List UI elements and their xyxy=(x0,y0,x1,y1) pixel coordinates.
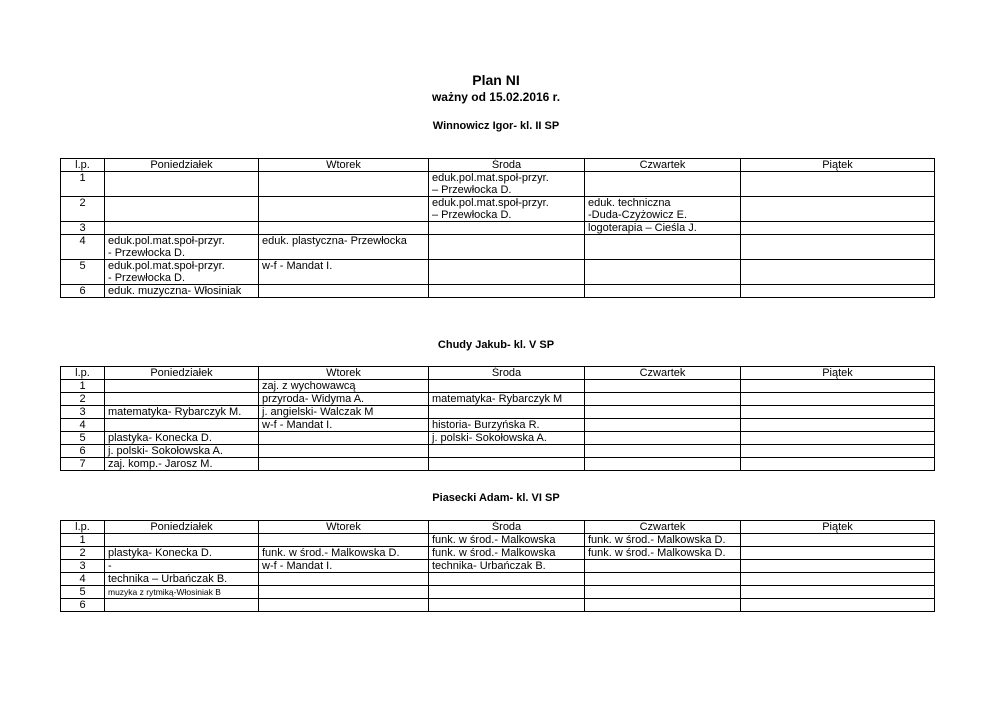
lesson-cell xyxy=(741,458,935,471)
lesson-cell xyxy=(585,260,741,285)
lesson-cell xyxy=(741,599,935,612)
column-header: Poniedziałek xyxy=(105,521,259,534)
lesson-cell xyxy=(741,197,935,222)
lesson-cell xyxy=(105,222,259,235)
lesson-cell xyxy=(259,222,429,235)
lesson-cell: eduk.pol.mat.społ-przyr. – Przewłocka D. xyxy=(429,172,585,197)
lesson-cell xyxy=(741,393,935,406)
lesson-cell: logoterapia – Cieśla J. xyxy=(585,222,741,235)
table-row xyxy=(61,172,935,197)
lesson-cell xyxy=(585,586,741,599)
lesson-cell xyxy=(741,432,935,445)
lesson-cell xyxy=(741,285,935,298)
lesson-cell xyxy=(105,393,259,406)
lesson-cell: muzyka z rytmiką-Włosiniak B xyxy=(105,586,259,599)
lesson-cell: j. polski- Sokołowska A. xyxy=(105,445,259,458)
lesson-cell xyxy=(585,599,741,612)
section-title: Chudy Jakub- kl. V SP xyxy=(437,339,555,351)
lesson-cell xyxy=(741,380,935,393)
lesson-cell: technika- Urbańczak B. xyxy=(429,560,585,573)
lesson-cell: eduk.pol.mat.społ-przyr. – Przewłocka D. xyxy=(429,197,585,222)
column-header: l.p. xyxy=(61,367,105,380)
lesson-cell: j. angielski- Walczak M xyxy=(259,406,429,419)
row-number: 3 xyxy=(61,406,105,419)
table-row xyxy=(61,547,935,560)
lesson-cell: historia- Burzyńska R. xyxy=(429,419,585,432)
lesson-cell xyxy=(741,534,935,547)
column-header: Wtorek xyxy=(259,159,429,172)
lesson-cell xyxy=(429,235,585,260)
lesson-cell: eduk. muzyczna- Włosiniak xyxy=(105,285,259,298)
table-header-row xyxy=(61,367,935,380)
lesson-cell: j. polski- Sokołowska A. xyxy=(429,432,585,445)
lesson-cell: w-f - Mandat I. xyxy=(259,260,429,285)
lesson-cell xyxy=(429,260,585,285)
lesson-cell xyxy=(741,419,935,432)
lesson-cell xyxy=(259,458,429,471)
column-header: Wtorek xyxy=(259,367,429,380)
table-row xyxy=(61,260,935,285)
column-header: Środa xyxy=(429,521,585,534)
lesson-cell: plastyka- Konecka D. xyxy=(105,547,259,560)
lesson-cell xyxy=(585,235,741,260)
lesson-cell: przyroda- Widyma A. xyxy=(259,393,429,406)
column-header: l.p. xyxy=(61,159,105,172)
lesson-cell: eduk. plastyczna- Przewłocka xyxy=(259,235,429,260)
lesson-cell: w-f - Mandat I. xyxy=(259,419,429,432)
lesson-cell xyxy=(105,197,259,222)
column-header: l.p. xyxy=(61,521,105,534)
row-number: 6 xyxy=(61,445,105,458)
table-header-row xyxy=(61,159,935,172)
section-title: Winnowicz Igor- kl. II SP xyxy=(432,120,560,132)
row-number: 4 xyxy=(61,235,105,260)
table-row xyxy=(61,235,935,260)
column-header: Wtorek xyxy=(259,521,429,534)
lesson-cell: funk. w środ.- Malkowska D. xyxy=(585,534,741,547)
lesson-cell: eduk.pol.mat.społ-przyr. - Przewłocka D. xyxy=(105,260,259,285)
lesson-cell xyxy=(259,534,429,547)
column-header: Środa xyxy=(429,367,585,380)
table-row xyxy=(61,432,935,445)
lesson-cell xyxy=(429,285,585,298)
row-number: 3 xyxy=(61,222,105,235)
row-number: 3 xyxy=(61,560,105,573)
table-row xyxy=(61,458,935,471)
lesson-cell: funk. w środ.- Malkowska D. xyxy=(259,547,429,560)
lesson-cell xyxy=(585,458,741,471)
table-row xyxy=(61,393,935,406)
lesson-cell: - xyxy=(105,560,259,573)
lesson-cell: funk. w środ.- Malkowska xyxy=(429,547,585,560)
lesson-cell xyxy=(105,419,259,432)
lesson-cell xyxy=(429,599,585,612)
row-number: 5 xyxy=(61,432,105,445)
lesson-cell: plastyka- Konecka D. xyxy=(105,432,259,445)
lesson-cell xyxy=(429,445,585,458)
lesson-cell xyxy=(585,445,741,458)
lesson-cell: zaj. komp.- Jarosz M. xyxy=(105,458,259,471)
lesson-cell xyxy=(259,445,429,458)
table-row xyxy=(61,599,935,612)
section-title: Piasecki Adam- kl. VI SP xyxy=(432,492,560,504)
row-number: 5 xyxy=(61,260,105,285)
table-row xyxy=(61,534,935,547)
row-number: 1 xyxy=(61,380,105,393)
lesson-cell xyxy=(741,560,935,573)
lesson-cell xyxy=(585,406,741,419)
lesson-cell xyxy=(429,586,585,599)
table-row xyxy=(61,222,935,235)
lesson-cell xyxy=(429,458,585,471)
column-header: Poniedziałek xyxy=(105,159,259,172)
column-header: Czwartek xyxy=(585,159,741,172)
table-row xyxy=(61,419,935,432)
lesson-cell: eduk. techniczna -Duda-Czyżowicz E. xyxy=(585,197,741,222)
row-number: 6 xyxy=(61,599,105,612)
lesson-cell xyxy=(585,172,741,197)
column-header: Piątek xyxy=(741,521,935,534)
lesson-cell: eduk.pol.mat.społ-przyr. - Przewłocka D. xyxy=(105,235,259,260)
lesson-cell: matematyka- Rybarczyk M xyxy=(429,393,585,406)
row-number: 2 xyxy=(61,197,105,222)
table-row xyxy=(61,197,935,222)
row-number: 6 xyxy=(61,285,105,298)
column-header: Piątek xyxy=(741,159,935,172)
row-number: 2 xyxy=(61,393,105,406)
column-header: Piątek xyxy=(741,367,935,380)
column-header: Środa xyxy=(429,159,585,172)
lesson-cell xyxy=(585,560,741,573)
lesson-cell xyxy=(259,197,429,222)
schedule-table xyxy=(60,366,935,471)
row-number: 4 xyxy=(61,419,105,432)
lesson-cell xyxy=(741,547,935,560)
row-number: 7 xyxy=(61,458,105,471)
column-header: Poniedziałek xyxy=(105,367,259,380)
table-row xyxy=(61,380,935,393)
lesson-cell xyxy=(259,599,429,612)
lesson-cell: w-f - Mandat I. xyxy=(259,560,429,573)
lesson-cell xyxy=(259,432,429,445)
column-header: Czwartek xyxy=(585,367,741,380)
lesson-cell xyxy=(741,573,935,586)
lesson-cell xyxy=(741,586,935,599)
lesson-cell xyxy=(105,172,259,197)
lesson-cell: funk. w środ.- Malkowska D. xyxy=(585,547,741,560)
lesson-cell: matematyka- Rybarczyk M. xyxy=(105,406,259,419)
page-subtitle: ważny od 15.02.2016 r. xyxy=(431,90,561,104)
lesson-cell xyxy=(105,534,259,547)
schedule-table xyxy=(60,520,935,612)
table-header-row xyxy=(61,521,935,534)
lesson-cell xyxy=(105,380,259,393)
lesson-cell xyxy=(741,406,935,419)
lesson-cell xyxy=(585,380,741,393)
table-row xyxy=(61,285,935,298)
lesson-cell: technika – Urbańczak B. xyxy=(105,573,259,586)
row-number: 1 xyxy=(61,534,105,547)
column-header: Czwartek xyxy=(585,521,741,534)
row-number: 5 xyxy=(61,586,105,599)
lesson-cell xyxy=(585,573,741,586)
lesson-cell xyxy=(259,573,429,586)
lesson-cell: funk. w środ.- Malkowska xyxy=(429,534,585,547)
lesson-cell xyxy=(741,235,935,260)
lesson-cell xyxy=(741,260,935,285)
lesson-cell xyxy=(585,285,741,298)
row-number: 2 xyxy=(61,547,105,560)
page-title: Plan NI xyxy=(472,72,520,88)
lesson-cell xyxy=(741,172,935,197)
lesson-cell xyxy=(429,222,585,235)
lesson-cell xyxy=(429,380,585,393)
table-row xyxy=(61,586,935,599)
table-row xyxy=(61,406,935,419)
schedule-table xyxy=(60,158,935,298)
lesson-cell xyxy=(585,393,741,406)
table-row xyxy=(61,573,935,586)
row-number: 1 xyxy=(61,172,105,197)
lesson-cell: zaj. z wychowawcą xyxy=(259,380,429,393)
lesson-cell xyxy=(259,586,429,599)
table-row xyxy=(61,560,935,573)
lesson-cell xyxy=(259,285,429,298)
lesson-cell xyxy=(585,432,741,445)
table-row xyxy=(61,445,935,458)
lesson-cell xyxy=(105,599,259,612)
lesson-cell xyxy=(741,222,935,235)
lesson-cell xyxy=(259,172,429,197)
lesson-cell xyxy=(741,445,935,458)
lesson-cell xyxy=(585,419,741,432)
row-number: 4 xyxy=(61,573,105,586)
lesson-cell xyxy=(429,573,585,586)
lesson-cell xyxy=(429,406,585,419)
